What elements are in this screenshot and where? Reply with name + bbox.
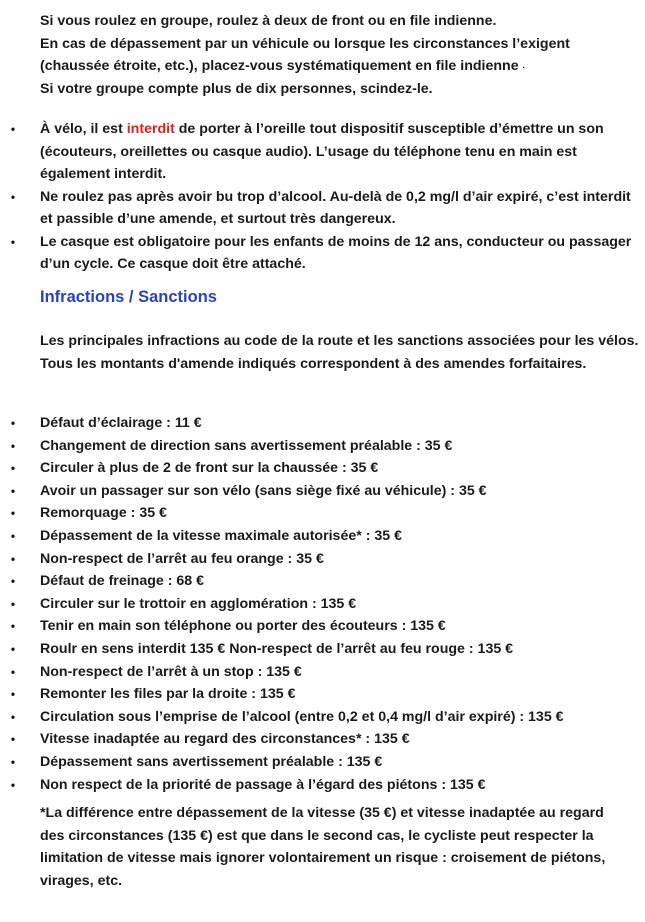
list-item [0,502,645,525]
infraction-text: Vitesse inadaptée au regard des circonstances* : 135 € [40,731,410,748]
infraction-text: Non respect de la priorité de passage à l’égard des piétons : 135 € [40,776,486,793]
infraction-text: Remorquage : 35 € [40,505,167,522]
bullet-icon: • [10,483,16,498]
list-item [0,683,645,706]
bullet-icon: • [10,574,16,589]
rule-highlight-interdit: interdit [126,121,175,137]
list-item [0,661,645,684]
list-item [0,435,645,458]
infraction-text: Circulation sous l’emprise de l’alcool (entre 0,2 et 0,4 mg/l d’air expiré) : 135 € [40,708,564,725]
infraction-text: Défaut d’éclairage : 11 € [40,415,202,431]
intro-line-4: Si votre groupe compte plus de dix personnes, scindez-le. [40,80,433,97]
list-item [0,706,645,729]
infraction-text: Tenir en main son téléphone ou porter des écouteurs : 135 € [40,618,446,635]
section-intro: Les principales infractions au code de la route et les sanctions associées pour les vélos. Tous les montants d'amende indiqués correspondent à des amendes forfaitaires. [40,333,639,372]
infraction-text: Dépassement de la vitesse maximale autorisée* : 35 € [40,527,402,544]
bullet-icon: • [10,641,16,656]
infraction-text: Circuler sur le trottoir en agglomération : 135 € [40,595,357,612]
bullet-icon: • [10,416,16,430]
bullet-icon: • [10,709,16,724]
list-item [0,480,645,503]
list-item [0,412,645,435]
infraction-text: Non-respect de l’arrêt au feu orange : 35 € [40,550,324,567]
bullet-icon: • [10,754,16,769]
bullet-icon: • [10,551,16,566]
list-item [0,570,645,593]
list-item [0,751,645,774]
bullet-icon: • [10,234,16,249]
list-item [0,774,645,797]
bullet-icon: • [10,122,16,136]
list-item [0,231,645,276]
bullet-icon: • [10,461,16,476]
rule-text-before: À vélo, il est [40,121,127,137]
bullet-icon: • [10,687,16,702]
list-item [0,615,645,638]
infraction-text: Remonter les files par la droite : 135 € [40,686,296,703]
bullet-icon: • [10,777,16,792]
list-item [0,548,645,571]
list-item [0,186,645,231]
rule-text-after: de porter à l’oreille tout dispositif susceptible d’émettre un son (écouteurs, oreillettes ou casque audio). L’usage du téléphone tenu en main est également interdit. [40,121,604,182]
list-item [0,118,645,186]
bullet-icon: • [10,596,16,611]
list-item [0,525,645,548]
infractions-list [0,412,645,796]
bullet-icon: • [10,506,16,521]
rule-text: Ne roulez pas après avoir bu trop d’alcool. Au-delà de 0,2 mg/l d’air expiré, c’est interdit et passible d’une amende, et surtout très dangereux. [40,188,631,227]
list-item [0,457,645,480]
list-item [0,728,645,751]
infraction-text: Circuler à plus de 2 de front sur la chaussée : 35 € [40,460,379,477]
bullet-icon: • [10,619,16,634]
bullet-icon: • [10,664,16,679]
bullet-icon: • [10,189,16,204]
bullet-icon: • [10,438,16,453]
intro-line-2: En cas de dépassement par un véhicule ou lorsque les circonstances l’exigent [40,35,570,52]
bullet-icon: • [10,528,16,543]
list-item [0,638,645,661]
intro-line-3-dot: . [522,61,525,70]
infraction-text: Défaut de freinage : 68 € [40,573,204,590]
infraction-text: Changement de direction sans avertissement préalable : 35 € [40,437,453,454]
infraction-text: Avoir un passager sur son vélo (sans siège fixé au véhicule) : 35 € [40,482,487,499]
list-item [0,593,645,616]
safety-rules-list [0,118,645,276]
intro-line-3 [40,55,640,78]
rule-text: Le casque est obligatoire pour les enfants de moins de 12 ans, conducteur ou passager d’un cycle. Ce casque doit être attaché. [40,233,632,272]
group-riding-intro [40,10,640,100]
bullet-icon: • [10,732,16,747]
infraction-text: Dépassement sans avertissement préalable : 135 € [40,753,383,770]
intro-line-1: Si vous roulez en groupe, roulez à deux de front ou en file indienne. [40,13,497,29]
footnote: *La différence entre dépassement de la vitesse (35 €) et vitesse inadaptée au regard des circonstances (135 €) est que dans le second cas, le cycliste peut respecter la limitation de vitesse mais ignorer volontairement un risque : croisement de piétons, virages, etc. [40,805,606,889]
infraction-text: Roulr en sens interdit 135 € Non-respect de l’arrêt au feu rouge : 135 € [40,640,514,657]
section-heading: Infractions / Sanctions [40,288,217,306]
infraction-text: Non-respect de l’arrêt à un stop : 135 € [40,663,302,680]
intro-line-3-text: (chaussée étroite, etc.), placez-vous systématiquement en file indienne [40,58,519,74]
